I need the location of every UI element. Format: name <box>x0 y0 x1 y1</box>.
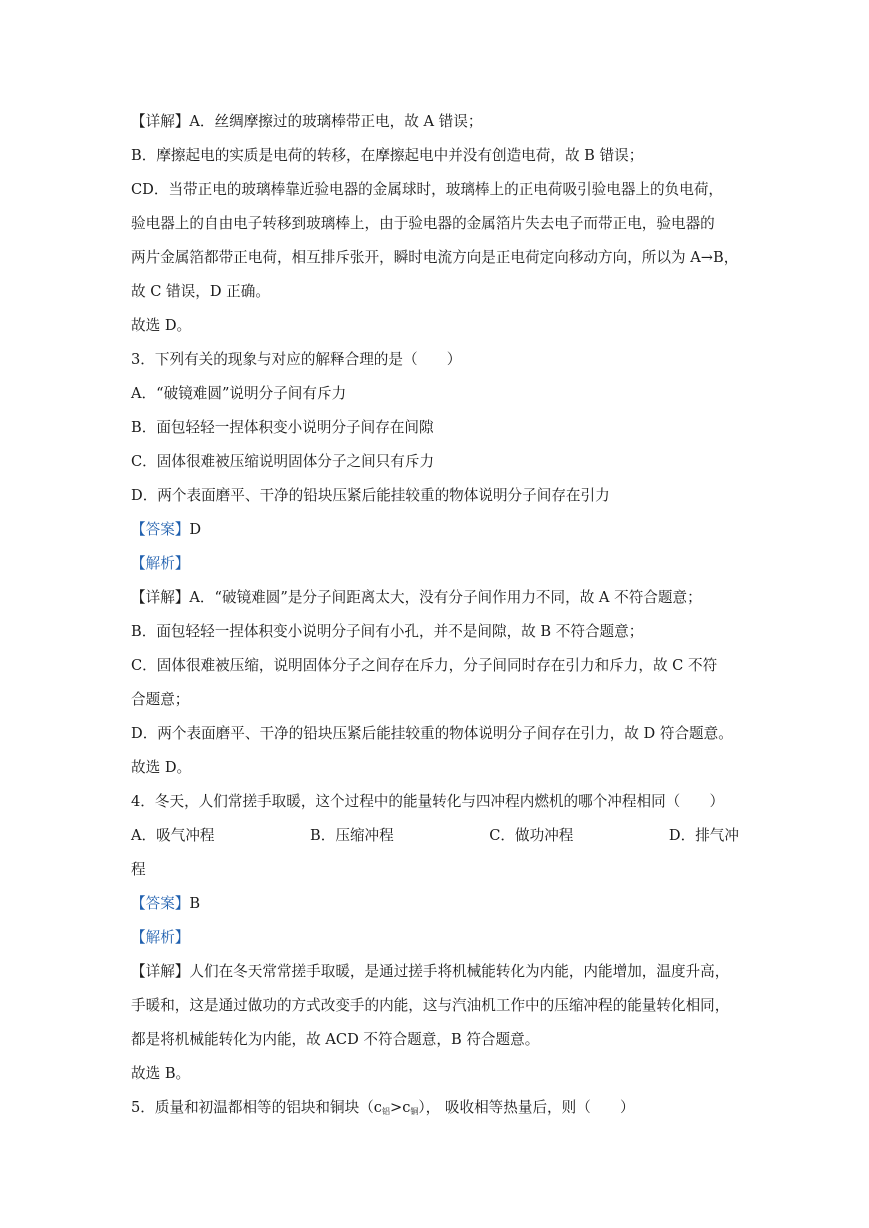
detail-label: 【详解】 <box>131 589 190 606</box>
question-4-option-d-wrap: 程 <box>131 861 146 878</box>
explanation-line-q2-cd-3: 两片金属箔都带正电荷，相互排斥张开，瞬时电流方向是正电荷定向移动方向，所以为 A→B， <box>131 249 739 266</box>
question-3-option-b: B．面包轻轻一捏体积变小说明分子间存在间隙 <box>131 419 434 436</box>
explanation-line-q3-b: B．面包轻轻一捏体积变小说明分子间有小孔，并不是间隙，故 B 不符合题意； <box>131 623 644 640</box>
explanation-line-q3-d: D．两个表面磨平、干净的铅块压紧后能挂较重的物体说明分子间存在引力，故 D 符合题意。 <box>131 725 733 742</box>
analysis-label: 【解析】 <box>131 929 190 946</box>
explanation-line-q4-3: 都是将机械能转化为内能，故 ACD 不符合题意，B 符合题意。 <box>131 1031 540 1048</box>
explanation-line-q4-1: 【详解】人们在冬天常常搓手取暖，是通过搓手将机械能转化为内能，内能增加，温度升高， <box>131 963 730 980</box>
answer-label: 【答案】 <box>131 521 190 538</box>
question-3-option-c: C．固体很难被压缩说明固体分子之间只有斥力 <box>131 453 435 470</box>
question-3-stem: 3．下列有关的现象与对应的解释合理的是（ ） <box>131 351 462 368</box>
question-4-analysis <box>131 928 739 948</box>
explanation-line-q2-cd-2: 验电器上的自由电子转移到玻璃棒上，由于验电器的金属箔片失去电子而带正电，验电器的 <box>131 215 715 232</box>
question-4-option-d: D．排气冲 <box>668 827 739 844</box>
answer-label: 【答案】 <box>131 895 190 912</box>
analysis-label: 【解析】 <box>131 555 190 572</box>
explanation-line-q4-2: 手暖和，这是通过做功的方式改变手的内能，这与汽油机工作中的压缩冲程的能量转化相同， <box>131 997 730 1014</box>
question-4-option-c: C．做功冲程 <box>489 827 574 844</box>
question-4-answer: 【答案】B <box>131 895 201 912</box>
question-3-option-d: D．两个表面磨平、干净的铅块压紧后能挂较重的物体说明分子间存在引力 <box>131 487 610 504</box>
explanation-line-q2-cd-4: 故 C 错误，D 正确。 <box>131 283 270 300</box>
question-3-answer: 【答案】D <box>131 521 202 538</box>
question-5-stem: 5．质量和初温都相等的铝块和铜块$(c_铝>c_铜)$， 吸收相等热量后，则（ ） <box>131 1099 635 1116</box>
explanation-line-q2-a: 【详解】A．丝绸摩擦过的玻璃棒带正电，故 A 错误； <box>131 113 483 130</box>
final-choice-q4: 故选 B。 <box>131 1065 191 1082</box>
final-choice-q2: 故选 D。 <box>131 317 192 334</box>
question-3-analysis <box>131 554 739 574</box>
explanation-line-q3-c-1: C．固体很难被压缩，说明固体分子之间存在斥力，分子间同时存在引力和斥力，故 C 不符 <box>131 657 718 674</box>
subscript-copper: 铜 <box>410 1107 419 1116</box>
explanation-line-q2-b: B．摩擦起电的实质是电荷的转移，在摩擦起电中并没有创造电荷，故 B 错误； <box>131 147 644 164</box>
detail-label: 【详解】 <box>131 113 190 130</box>
question-4-option-a: A．吸气冲程 <box>131 827 215 844</box>
question-4-stem: 4．冬天，人们常搓手取暖，这个过程中的能量转化与四冲程内燃机的哪个冲程相同（ ） <box>131 793 725 810</box>
question-3-option-a: A．“破镜难圆”说明分子间有斥力 <box>131 385 347 402</box>
question-4-option-b: B．压缩冲程 <box>310 827 394 844</box>
detail-label: 【详解】 <box>131 963 190 980</box>
explanation-line-q3-a: 【详解】A．“破镜难圆”是分子间距离太大，没有分子间作用力不同，故 A 不符合题意； <box>131 589 702 606</box>
final-choice-q3: 故选 D。 <box>131 759 192 776</box>
explanation-line-q2-cd-1: CD．当带正电的玻璃棒靠近验电器的金属球时，玻璃棒上的正电荷吸引验电器上的负电荷， <box>131 181 724 198</box>
explanation-line-q3-c-2: 合题意； <box>131 691 190 708</box>
subscript-aluminum: 铝 <box>381 1107 390 1116</box>
question-4-options <box>131 826 739 846</box>
